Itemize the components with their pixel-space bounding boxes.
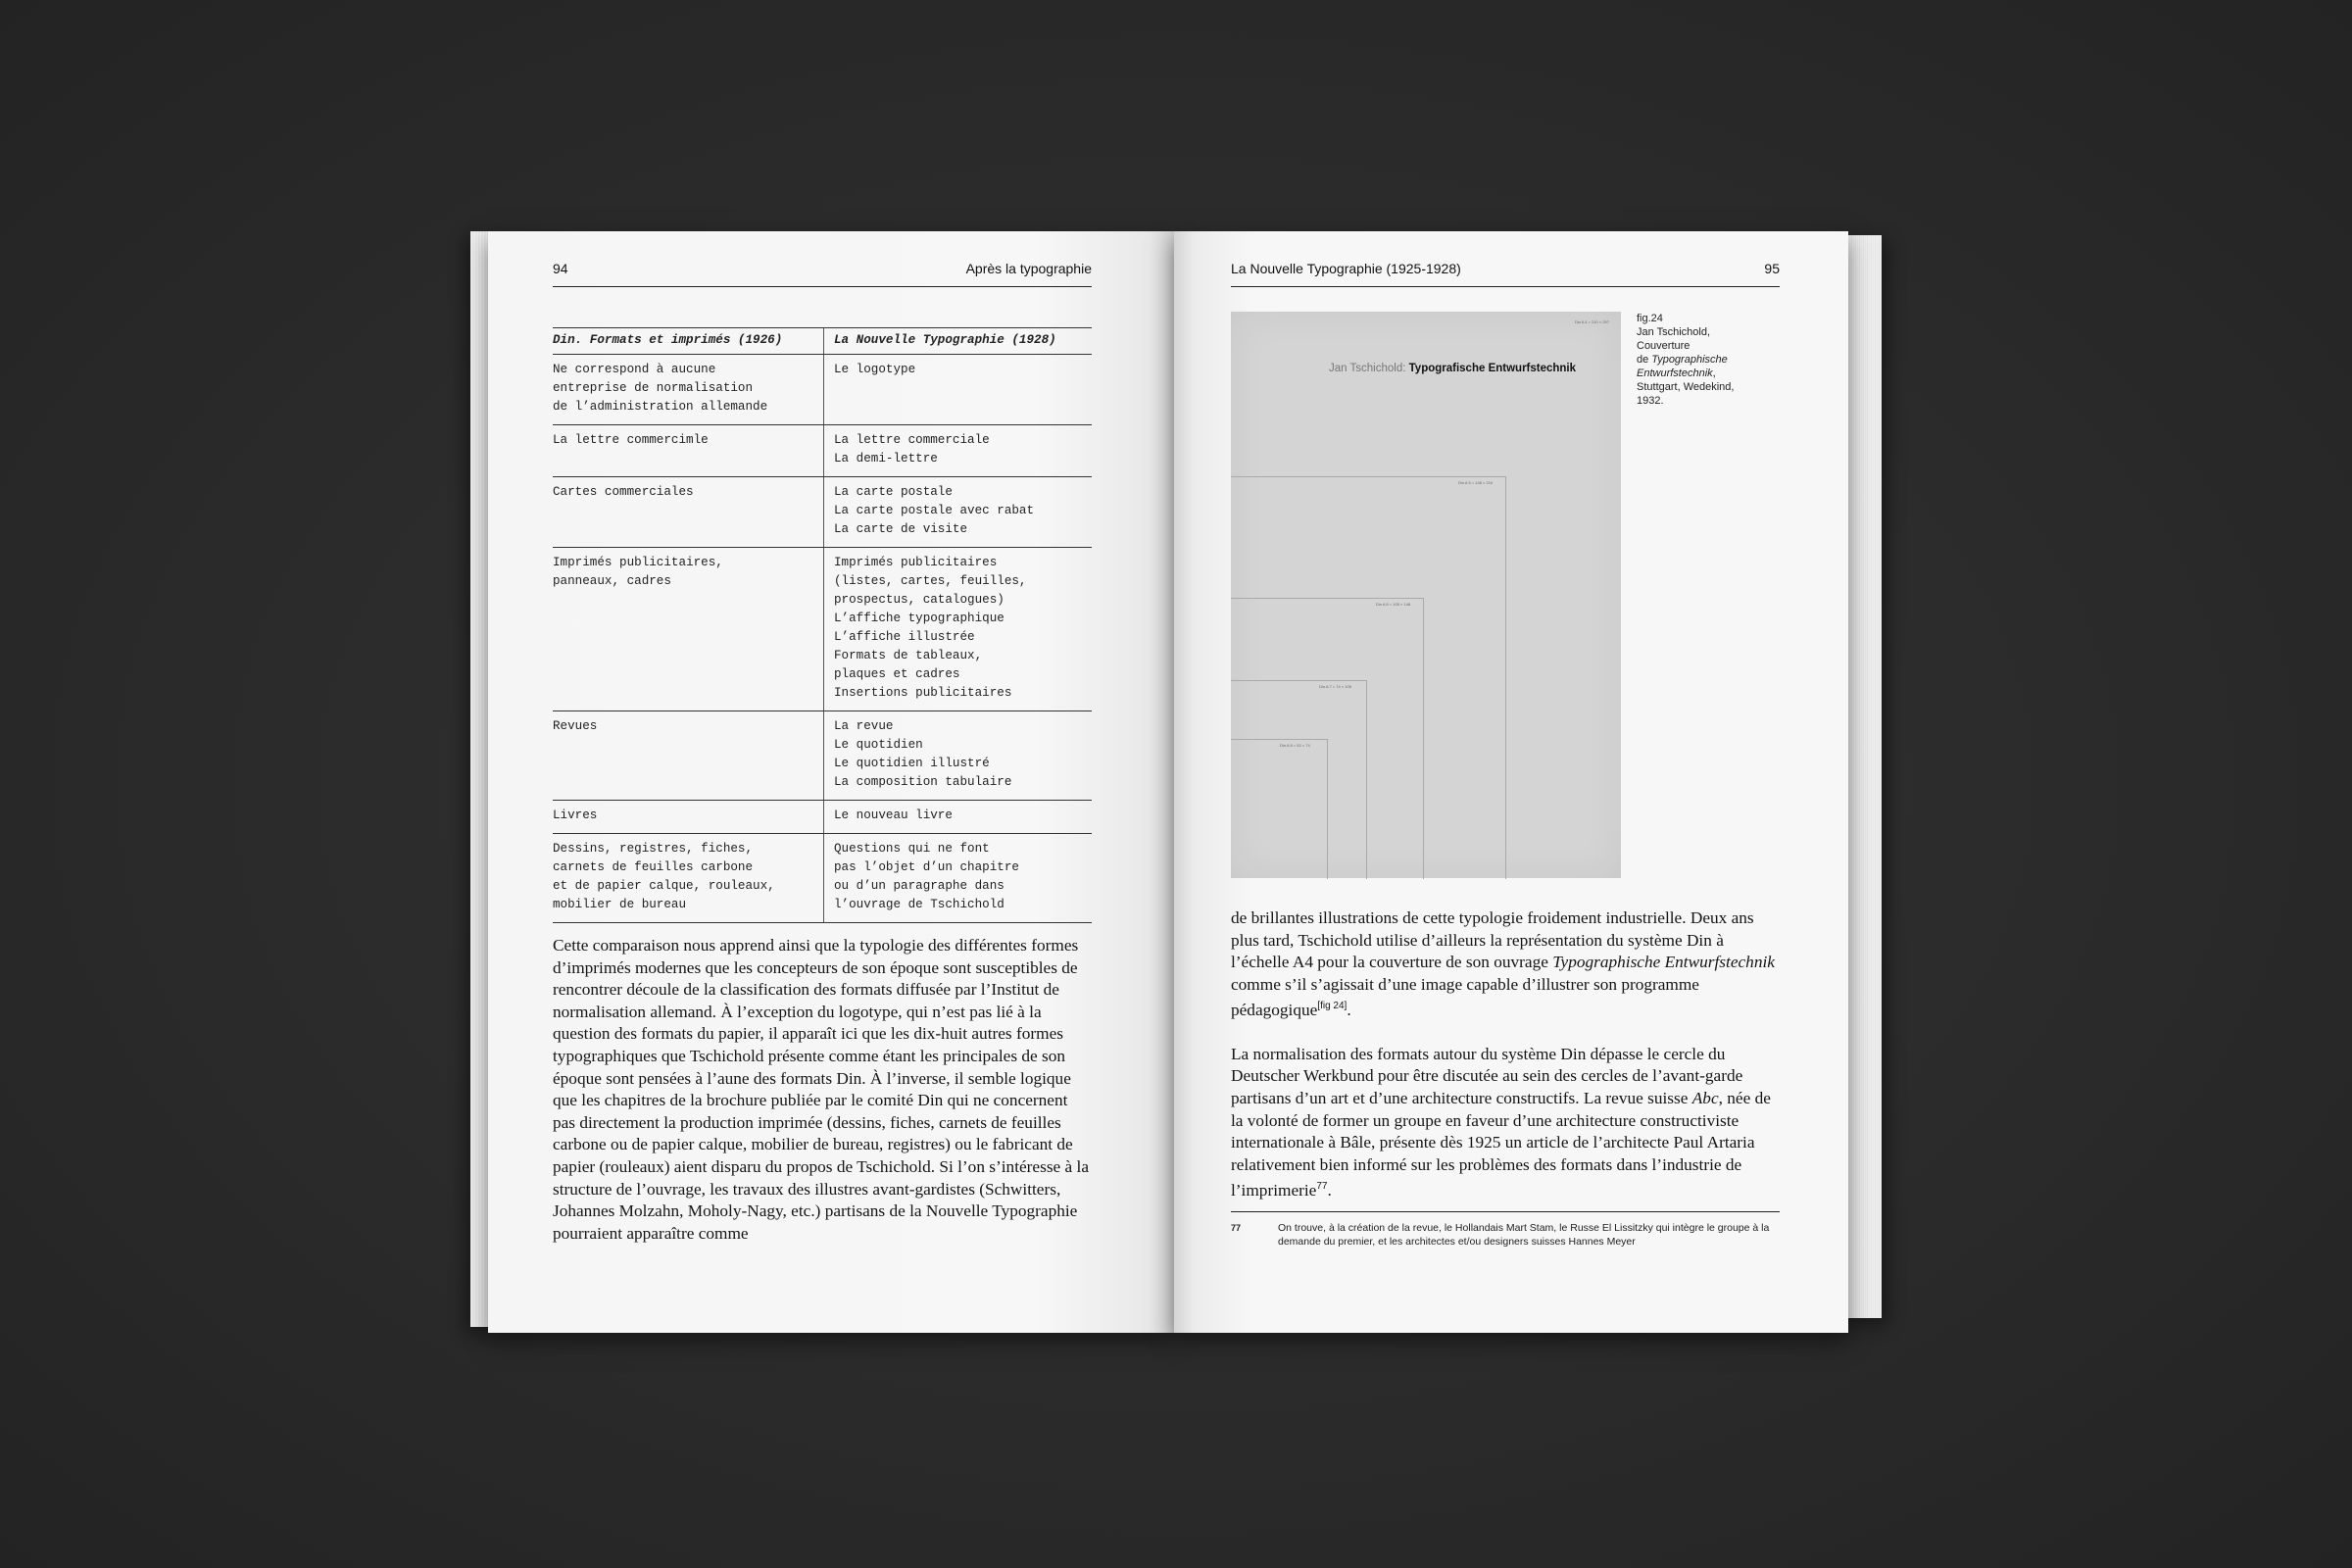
body-text <box>1231 907 1782 1202</box>
caption-line: 1932. <box>1637 395 1664 407</box>
table-cell: Questions qui ne font pas l’objet d’un chapitre ou d’un paragraphe dans l’ouvrage de Tschichold <box>824 834 1093 923</box>
table-cell: Revues <box>553 711 824 801</box>
right-page <box>1174 231 1848 1333</box>
figure-title-book: Typografische Entwurfstechnik <box>1408 363 1577 374</box>
left-page <box>488 231 1174 1333</box>
table-row <box>553 477 1092 548</box>
table-cell: Imprimés publicitaires, panneaux, cadres <box>553 548 824 711</box>
header-rule <box>1231 286 1780 287</box>
table-row <box>553 834 1092 923</box>
table-header-cell: La Nouvelle Typographie (1928) <box>824 328 1093 355</box>
table-row <box>553 425 1092 477</box>
body-paragraph: Cette comparaison nous apprend ainsi que la typologie des différentes formes d’imprimés modernes que les concepteurs de son époque sont susceptibles de rencontrer découle de la classification des formats diffusée par l’Institut de normalisation allemand. À l’exception du logotype, qui n’est pas lié à la question des formats du papier, il apparaît ici que les dix-huit autres formes typographiques que Tschichold présente comme étant les principales de son époque sont pensées à l’aune des formats Din. À l’inverse, il semble logique que les chapitres de la brochure publiée par le comité Din qui ne concernent pas directement la production imprimée (dessins, fiches, carnets de feuilles carbone ou de papier calque, mobilier de bureau, registres) ou le fabricant de papier (rouleaux) aient disparu du propos de Tschichold. Si l’on s’intéresse à la structure de l’ouvrage, les travaux des illustres avant-gardistes (Schwitters, Johannes Molzahn, Moholy-Nagy, etc.) partisans de la Nouvelle Typographie pourraient apparaître comme <box>553 936 1089 1243</box>
table-cell: Dessins, registres, fiches, carnets de feuilles carbone et de papier calque, rouleaux, mobilier de bureau <box>553 834 824 923</box>
caption-line: de Typographische <box>1637 354 1728 366</box>
table-cell: La revue Le quotidien Le quotidien illustré La composition tabulaire <box>824 711 1093 801</box>
din-label: Din A 5 = 148 × 210 <box>1458 480 1494 485</box>
body-paragraph: La normalisation des formats autour du système Din dépasse le cercle du Deutscher Werkbund pour être discutée au sein des cercles de l’avant-garde partisans d’un art et d’une architecture constructifs. La revue suisse Abc, née de la volonté de former un groupe en faveur d’une architecture constructiviste internationale à Bâle, présente dès 1925 un article de l’architecte Paul Artaria relativement bien informé sur les problèmes des formats dans l’industrie de l’imprimerie$^{77}$. <box>1231 1044 1771 1200</box>
table-cell: La carte postale La carte postale avec rabat La carte de visite <box>824 477 1093 548</box>
table-cell: Ne correspond à aucune entreprise de normalisation de l’administration allemande <box>553 355 824 425</box>
body-text <box>553 935 1094 1245</box>
caption-line: fig.24 <box>1637 313 1663 324</box>
din-label: Din A 7 = 74 × 105 <box>1319 684 1351 689</box>
comparison-table <box>553 327 1092 923</box>
table-header-cell: Din. Formats et imprimés (1926) <box>553 328 824 355</box>
table-cell: Le logotype <box>824 355 1093 425</box>
figure-reference: [fig 24] <box>1317 1001 1348 1012</box>
book-page-edges-right <box>1842 235 1882 1318</box>
figure-title-author: Jan Tschichold: <box>1329 363 1406 374</box>
page-number: 95 <box>1764 261 1780 276</box>
din-format-mark: Din A 4 = 210 × 297 <box>1574 319 1609 324</box>
table-row <box>553 548 1092 711</box>
body-paragraph: de brillantes illustrations de cette typologie froidement industrielle. Deux ans plus tard, Tschichold utilise d’ailleurs la représentation du système Din à l’échelle A4 pour la couverture de son ouvrage Typographische Entwurfstechnik comme s’il s’agissait d’une image capable d’illustrer son programme pédagogique[fig 24]. <box>1231 908 1775 1020</box>
footnote-rule <box>1231 1211 1780 1212</box>
table-cell: La lettre commercimle <box>553 425 824 477</box>
figure-caption <box>1637 312 1744 408</box>
caption-line: Stuttgart, Wedekind, <box>1637 381 1735 393</box>
page-number: 94 <box>553 261 568 276</box>
caption-line: Jan Tschichold, <box>1637 326 1711 338</box>
figure-cover-image <box>1231 312 1621 878</box>
caption-line: Entwurfstechnik, <box>1637 368 1716 379</box>
table-cell: Livres <box>553 801 824 834</box>
table-cell: Cartes commerciales <box>553 477 824 548</box>
running-head: La Nouvelle Typographie (1925-1928) <box>1231 261 1461 276</box>
header-rule <box>553 286 1092 287</box>
figure-title <box>1329 363 1576 374</box>
table-row <box>553 355 1092 425</box>
running-head: Après la typographie <box>965 261 1092 276</box>
footnote-reference: 77 <box>1316 1181 1328 1193</box>
din-label: Din A 8 = 52 × 74 <box>1280 743 1310 748</box>
open-book <box>470 225 1882 1333</box>
table-row <box>553 801 1092 834</box>
table-header-row <box>553 328 1092 355</box>
din-label: Din A 6 = 105 × 148 <box>1376 602 1411 607</box>
table-row <box>553 711 1092 801</box>
footnote-text: On trouve, à la création de la revue, le Hollandais Mart Stam, le Russe El Lissitzky qui intègre le groupe à la demande du premier, et les architectes et/ou designers suisses Hannes Meyer <box>1278 1222 1770 1248</box>
table-cell: Imprimés publicitaires (listes, cartes, feuilles, prospectus, catalogues) L’affiche typographique L’affiche illustrée Formats de tableaux, plaques et cadres Insertions publicitaires <box>824 548 1093 711</box>
footnote-number: 77 <box>1231 1223 1242 1233</box>
table-cell: Le nouveau livre <box>824 801 1093 834</box>
caption-line: Couverture <box>1637 340 1690 352</box>
din-a8-box <box>1231 739 1328 879</box>
table-cell: La lettre commerciale La demi-lettre <box>824 425 1093 477</box>
